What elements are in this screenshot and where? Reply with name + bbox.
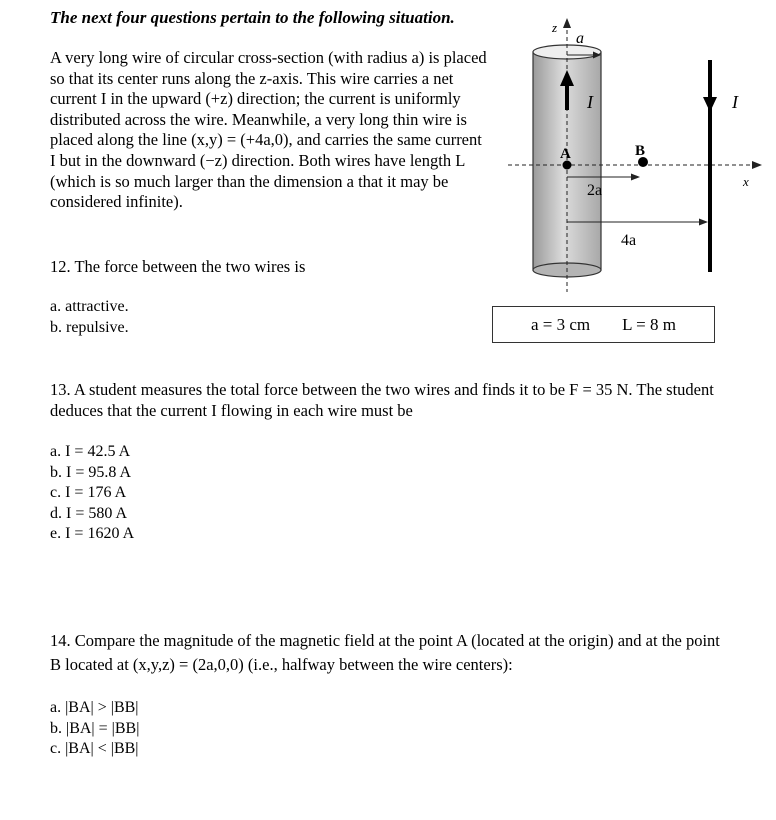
question-13-options (50, 442, 134, 545)
thin-current-arrowhead (703, 97, 717, 112)
question-14: 14. Compare the magnitude of the magnetic field at the point A (located at the origin) and at the point B located at (x,y,z) = (2a,0,0) (i.e., halfway between the wire centers): (50, 631, 720, 674)
x-axis-arrowhead (752, 161, 762, 169)
q14-option-c[interactable]: c. |BA| < |BB| (50, 740, 139, 758)
wire-diagram (500, 10, 776, 300)
q13-option-a[interactable]: a. I = 42.5 A (50, 443, 131, 460)
dist-2a-label: 2a (587, 182, 603, 199)
radius-label: a (576, 30, 584, 47)
z-axis-arrowhead (563, 18, 571, 28)
thick-current-label: I (587, 92, 593, 112)
q12-option-a[interactable]: a. attractive. (50, 298, 129, 315)
parameters-box (492, 306, 715, 343)
problem-intro: A very long wire of circular cross-section (with radius a) is placed so that its center runs along the z-axis. This wire carries a net current I in the upward (+z) direction; the current is uniformly distributed across the wire. Meanwhile, a very long thin wire is placed along the line (x,y) = (+4a,0), and carries the same current I but in the downward (−z) direction. Both wires have length L (which is so much larger than the dimension a that it may be considered infinite). (50, 48, 487, 212)
q14-option-a[interactable]: a. |BA| > |BB| (50, 699, 139, 716)
q13-option-e[interactable]: e. I = 1620 A (50, 525, 135, 543)
point-b-label: B (635, 143, 646, 159)
point-a-label: A (560, 146, 571, 162)
x-axis-label: x (743, 174, 749, 189)
q14-option-b[interactable]: b. |BA| = |BB| (50, 719, 140, 737)
dist-4a-label: 4a (621, 232, 637, 249)
q12-option-b[interactable]: b. repulsive. (50, 318, 129, 336)
section-heading: The next four questions pertain to the following situation. (50, 8, 455, 27)
q13-option-d[interactable]: d. I = 580 A (50, 504, 128, 522)
param-radius: a = 3 cm (531, 314, 591, 334)
z-axis-label: z (552, 20, 558, 35)
thin-current-label: I (732, 92, 738, 112)
question-12: 12. The force between the two wires is (50, 257, 306, 276)
question-13: 13. A student measures the total force between the two wires and finds it to be F = 35 N. The student deduces that the current I flowing in each wire must be (50, 380, 714, 420)
question-14-options (50, 698, 139, 760)
q13-option-c[interactable]: c. I = 176 A (50, 484, 127, 502)
dist-4a-arrowhead (699, 219, 708, 226)
param-length: L = 8 m (622, 314, 676, 334)
question-12-options (50, 297, 129, 338)
q13-option-b[interactable]: b. I = 95.8 A (50, 463, 132, 481)
dist-2a-arrowhead (631, 174, 640, 181)
